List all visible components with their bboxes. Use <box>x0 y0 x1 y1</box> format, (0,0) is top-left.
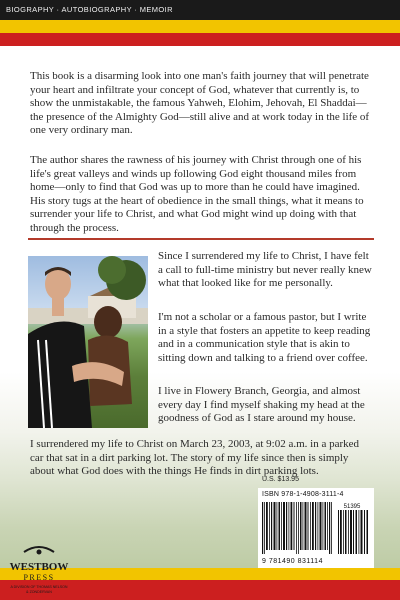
section-divider <box>28 238 374 240</box>
publisher-tagline: A DIVISION OF THOMAS NELSON <box>10 585 68 589</box>
top-flag-band <box>0 0 400 46</box>
isbn-number: ISBN 978-1-4908-3111-4 <box>262 491 344 498</box>
yellow-stripe <box>0 20 400 33</box>
barcode-addon: 51395 <box>343 504 361 510</box>
westbow-logo-icon <box>2 544 76 600</box>
blurb-paragraph: This book is a disarming look into one man's faith journey that will penetrate your heart and infiltrate your concept of God, whatever that currently is, to show the unmistakable, the famous Yahweh, Elohim, Jehovah, El Shaddai—the presence of the Almighty God—still alive and at work today in the life of one very ordinary man. <box>30 70 370 137</box>
closing-paragraph: I surrendered my life to Christ on March 23, 2003, at 9:02 a.m. in a parked car that sat in a dirt parking lot. The story of my life since then is simply about what God does with the things He finds in dirt parking lots. <box>30 438 360 478</box>
author-bio-paragraph: I live in Flowery Branch, Georgia, and almost every day I find myself shaking my head at the goodness of God as I stare around my house. <box>158 385 365 425</box>
author-photo-illustration <box>28 256 148 428</box>
publisher-name-2: PRESS <box>23 573 55 582</box>
blurb-paragraph: The author shares the rawness of his journey with Christ through one of his life's great valleys and winds up following God eight thousand miles from home—only to find that God was up to more than he could have imagined. His story tugs at the heart of obedience in the small things, what it means to surrender your life to Christ, and what God might wind up doing with that through the process. <box>30 154 364 234</box>
red-stripe <box>0 33 400 46</box>
author-bio-paragraph: Since I surrendered my life to Christ, I have felt a call to full-time ministry but never really knew what that looked like for me personally. <box>158 250 372 290</box>
price-label: U.S. $13.95 <box>262 476 299 483</box>
author-bio-paragraph: I'm not a scholar or a famous pastor, but I write in a style that fosters an appetite to keep reading and in a communication style that is akin to sitting down and talking to a friend over coffee. <box>158 311 371 364</box>
publisher-tagline-2: & ZONDERVAN <box>26 590 52 594</box>
barcode-icon <box>262 502 370 554</box>
category-label: BIOGRAPHY · AUTOBIOGRAPHY · MEMOIR <box>6 5 173 14</box>
barcode-digits: 9 781490 831114 <box>262 558 323 565</box>
publisher-name: WESTBOW <box>9 561 69 573</box>
isbn-barcode <box>258 488 374 572</box>
publisher-logo <box>2 544 76 600</box>
author-photo <box>28 256 148 428</box>
